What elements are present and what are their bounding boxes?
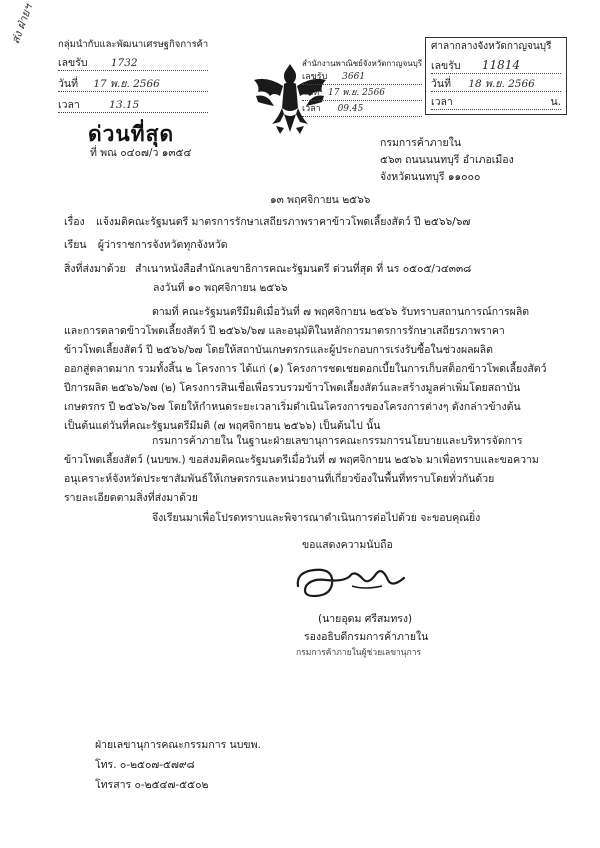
paragraph-1-line: เกษตรกร ปี ๒๕๖๖/๖๗ โดยให้กำหนดระยะเวลาเริ่มดำเนินโครงการของโครงการต่างๆ ดังกล่าวข้างต้น — [64, 401, 521, 413]
middle-stamp-number-label: เลขรับ — [302, 72, 328, 82]
paragraph-2 — [64, 434, 564, 505]
left-stamp-number-row — [58, 56, 208, 71]
sender-address — [380, 136, 514, 184]
middle-stamp-time-row — [302, 102, 422, 117]
paragraph-1-line: ตามที่ คณะรัฐมนตรีมีมติเมื่อวันที่ ๗ พฤศจิกายน ๒๕๖๖ รับทราบสถานการณ์การผลิต — [152, 306, 530, 318]
sender-address-line2: จังหวัดนนทบุรี ๑๑๐๐๐ — [380, 171, 481, 183]
paragraph-1-line: ออกสู่ตลาดมาก รวมทั้งสิ้น ๒ โครงการ ได้แก่ (๑) โครงการชดเชยดอกเบี้ยในการเก็บสต็อกข้าวโพดเลี้ยงสัตว์ — [64, 363, 547, 375]
paragraph-1 — [64, 305, 564, 433]
enclosure-row — [64, 262, 471, 276]
enclosure-line2: ลงวันที่ ๑๐ พฤศจิกายน ๒๕๖๖ — [153, 282, 288, 294]
signer-name: (นายอุดม ศรีสมทรง) — [318, 613, 413, 625]
urgency-label: ด่วนที่สุด — [88, 122, 175, 146]
left-stamp-office: กลุ่มนำกับและพัฒนาเศรษฐกิจการค้า — [58, 39, 209, 50]
paragraph-2-line: รายละเอียดตามสิ่งที่ส่งมาด้วย — [64, 492, 198, 504]
middle-stamp-number: 3661 — [342, 72, 366, 82]
middle-stamp-number-row — [302, 70, 422, 85]
paragraph-1-line: ปีการผลิต ๒๕๖๖/๖๗ (๒) โครงการสินเชื่อเพื่อรวบรวมข้าวโพดเลี้ยงสัตว์และสร้างมูลค่าเพิ่มโดยสถาบัน — [64, 382, 521, 394]
paragraph-1-line: ข้าวโพดเลี้ยงสัตว์ ปี ๒๕๖๖/๖๗ โดยให้สถาบันเกษตรกรและผู้ประกอบการเร่งรับซื้อในช่วงผลผลิต — [64, 344, 493, 356]
left-stamp-time: 13.15 — [109, 99, 140, 111]
middle-stamp-date-row — [302, 86, 422, 101]
left-stamp-date-row — [58, 77, 208, 92]
document-number: ที่ พณ ๐๔๐๗/ว ๑๓๕๔ — [90, 147, 192, 159]
subject-row — [64, 215, 470, 229]
left-stamp-time-label: เวลา — [58, 99, 80, 111]
left-receiving-stamp — [58, 38, 208, 113]
recipient-label: เรียน — [64, 239, 87, 251]
right-stamp-number-row — [431, 58, 561, 74]
paragraph-2-line: กรมการค้าภายใน ในฐานะฝ่ายเลขานุการคณะกรรมการนโยบายและบริหารจัดการ — [152, 435, 523, 447]
paragraph-1-line: และการตลาดข้าวโพดเลี้ยงสัตว์ ปี ๒๕๖๖/๖๗ และอนุมัติในหลักการมาตรการรักษาเสถียรภาพราคา — [64, 325, 505, 337]
sender-org: กรมการค้าภายใน — [380, 137, 462, 149]
left-stamp-date-label: วันที่ — [58, 78, 78, 90]
right-stamp-time-suffix: น. — [550, 96, 561, 108]
subject-label: เรื่อง — [64, 216, 85, 228]
right-stamp-date: 18 พ.ย. 2566 — [468, 78, 535, 90]
right-stamp-date-row — [431, 77, 561, 92]
closing-sentence: จึงเรียนมาเพื่อโปรดทราบและพิจารณาดำเนินการต่อไปด้วย จะขอบคุณยิ่ง — [152, 512, 481, 524]
left-stamp-date: 17 พ.ย. 2566 — [93, 78, 160, 90]
recipient-row — [64, 238, 228, 252]
signature-icon — [292, 556, 412, 606]
right-stamp-time-label: เวลา — [431, 96, 453, 108]
middle-stamp-date-label: วันที่ — [302, 88, 320, 98]
right-stamp-time-row — [431, 95, 561, 110]
subject-text: แจ้งมติคณะรัฐมนตรี มาตรการรักษาเสถียรภาพราคาข้าวโพดเลี้ยงสัตว์ ปี ๒๕๖๖/๖๗ — [96, 216, 471, 228]
document-date: ๑๓ พฤศจิกายน ๒๕๖๖ — [270, 194, 371, 206]
signer-title-2: กรมการค้าภายในผู้ช่วยเลขานุการ — [296, 648, 422, 658]
right-stamp-number: 11814 — [481, 58, 521, 72]
signer-title: รองอธิบดีกรมการค้าภายใน — [304, 631, 429, 643]
left-stamp-time-row — [58, 98, 208, 113]
paragraph-1-line: เป็นต้นแต่วันที่คณะรัฐมนตรีมีมติ (๗ พฤศจิกายน ๒๕๖๖) เป็นต้นไป นั้น — [64, 420, 381, 432]
middle-stamp-time-label: เวลา — [302, 104, 321, 114]
enclosure-line1: สำเนาหนังสือสำนักเลขาธิการคณะรัฐมนตรี ด่วนที่สุด ที่ นร ๐๕๐๕/ว๔๓๓๘ — [135, 263, 472, 275]
enclosure-label: สิ่งที่ส่งมาด้วย — [64, 263, 126, 275]
footer-telephone: โทร. ๐-๒๕๐๗-๕๗๙๘ — [95, 759, 195, 771]
footer-department: ฝ่ายเลขานุการคณะกรรมการ นบขพ. — [95, 739, 261, 751]
right-stamp-office: ศาลากลางจังหวัดกาญจนบุรี — [431, 41, 552, 52]
middle-receiving-stamp — [302, 58, 422, 117]
paragraph-2-line: ข้าวโพดเลี้ยงสัตว์ (นบขพ.) ขอส่งมติคณะรัฐมนตรีเมื่อวันที่ ๗ พฤศจิกายน ๒๕๖๖ มาเพื่อทราบและขอความ — [64, 454, 539, 466]
sender-address-line1: ๕๖๓ ถนนนนทบุรี อำเภอเมือง — [380, 154, 514, 166]
handwritten-note: ส่ง ฝ่ายฯ — [8, 2, 35, 46]
right-receiving-stamp — [425, 37, 567, 115]
footer-contact — [95, 738, 261, 792]
middle-stamp-time: 09.45 — [337, 104, 364, 114]
recipient-text: ผู้ว่าราชการจังหวัดทุกจังหวัด — [97, 239, 228, 251]
paragraph-2-line: อนุเคราะห์จังหวัดประชาสัมพันธ์ให้เกษตรกรและหน่วยงานที่เกี่ยวข้องในพื้นที่ทราบโดยทั่วกันด้วย — [64, 473, 495, 485]
middle-stamp-date: 17 พ.ย. 2566 — [328, 88, 386, 98]
left-stamp-number: 1732 — [110, 57, 138, 69]
footer-fax: โทรสาร ๐-๒๕๔๗-๕๕๐๒ — [95, 779, 209, 791]
right-stamp-date-label: วันที่ — [431, 78, 451, 90]
right-stamp-number-label: เลขรับ — [431, 60, 461, 72]
left-stamp-number-label: เลขรับ — [58, 57, 88, 69]
regards: ขอแสดงความนับถือ — [302, 539, 393, 551]
middle-stamp-office: สำนักงานพาณิชย์จังหวัดกาญจนบุรี — [302, 59, 423, 68]
